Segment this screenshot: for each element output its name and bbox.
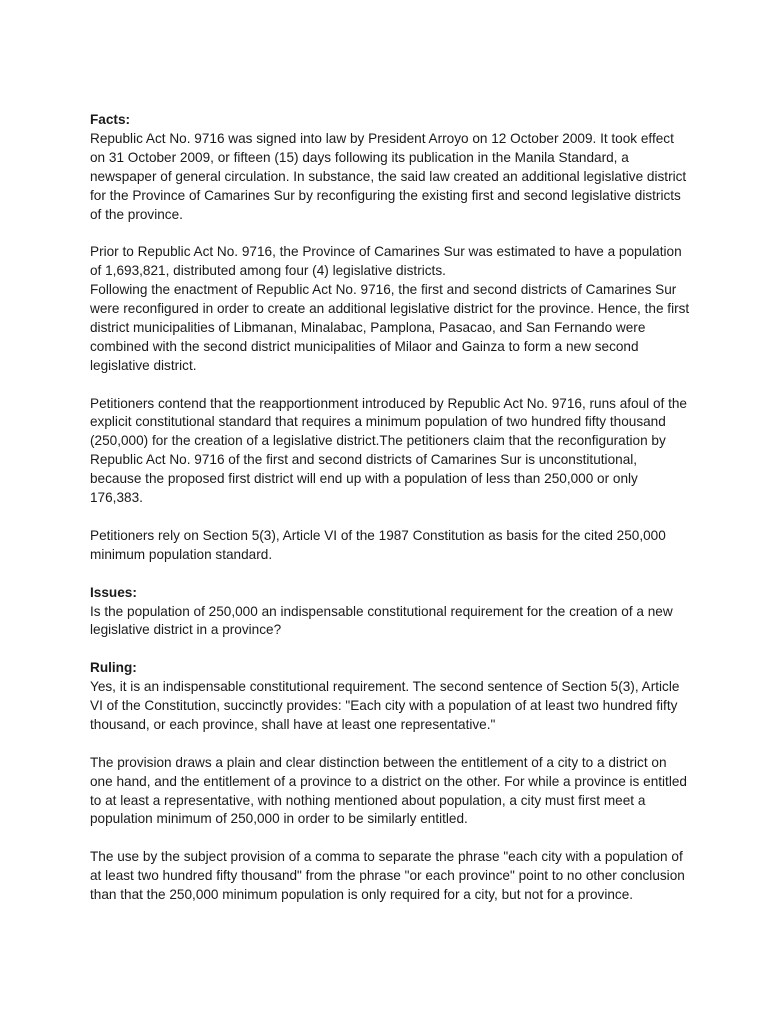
ruling-paragraph-3: The use by the subject provision of a comma to separate the phrase "each city with a population of at least two hundred fifty thousand" from the phrase "or each province" point to no other conclusion than that the 250,000 minimum population is only required for a city, but not for a province. bbox=[90, 849, 685, 903]
issues-heading: Issues: bbox=[90, 584, 137, 600]
ruling-paragraph-1: Yes, it is an indispensable constitutional requirement. The second sentence of Section 5(3), Article VI of the Constitution, succinctly provides: "Each city with a population of at least two hundred fifty thousand, or each province, shall have at least one representative." bbox=[90, 679, 680, 732]
ruling-heading: Ruling: bbox=[90, 660, 137, 676]
issues-section bbox=[90, 584, 690, 641]
ruling-paragraph-2: The provision draws a plain and clear distinction between the entitlement of a city to a district on one hand, and the entitlement of a province to a district on the other. For while a province is entitled to at least a representative, with nothing mentioned about population, a city must first meet a population minimum of 250,000 in order to be similarly entitled. bbox=[90, 754, 687, 827]
facts-paragraph-1: Republic Act No. 9716 was signed into law by President Arroyo on 12 October 2009. It took effect on 31 October 2009, or fifteen (15) days following its publication in the Manila Standard, a newspaper of general circulation. In substance, the said law created an additional legislative district for the Province of Camarines Sur by reconfiguring the existing first and second legislative districts of the province. bbox=[90, 130, 687, 222]
facts-paragraph-3: Following the enactment of Republic Act No. 9716, the first and second districts of Camarines Sur were reconfigured in order to create an additional legislative district for the province. Hence, the first district municipalities of Libmanan, Minalabac, Pamplona, Pasacao, and San Fernando were combined with the second district municipalities of Milaor and Gainza to form a new second legislative district. bbox=[90, 282, 690, 373]
facts-paragraph-5: Petitioners rely on Section 5(3), Article VI of the 1987 Constitution as basis for the cited 250,000 minimum population standard. bbox=[90, 527, 666, 562]
paragraph-gap bbox=[90, 508, 690, 527]
issues-paragraph-1: Is the population of 250,000 an indispensable constitutional requirement for the creation of a new legislative district in a province? bbox=[90, 603, 673, 638]
section-gap bbox=[90, 640, 690, 659]
paragraph-gap bbox=[90, 376, 690, 395]
facts-heading: Facts: bbox=[90, 112, 131, 127]
ruling-section bbox=[90, 659, 690, 905]
paragraph-gap bbox=[90, 224, 690, 243]
section-gap bbox=[90, 565, 690, 584]
paragraph-gap bbox=[90, 735, 690, 754]
facts-paragraph-4: Petitioners contend that the reapportionment introduced by Republic Act No. 9716, runs afoul of the explicit constitutional standard that requires a minimum population of two hundred fifty thousand (250,000) for the creation of a legislative district.The petitioners claim that the reconfiguration by Republic Act No. 9716 of the first and second districts of Camarines Sur is unconstitutional, because the proposed first district will end up with a population of less than 250,000 or only 176,383. bbox=[90, 395, 687, 506]
facts-paragraph-2: Prior to Republic Act No. 9716, the Province of Camarines Sur was estimated to have a population of 1,693,821, distributed among four (4) legislative districts. bbox=[90, 244, 682, 279]
facts-section bbox=[90, 111, 690, 565]
document-page bbox=[90, 111, 690, 905]
paragraph-gap bbox=[90, 829, 690, 848]
